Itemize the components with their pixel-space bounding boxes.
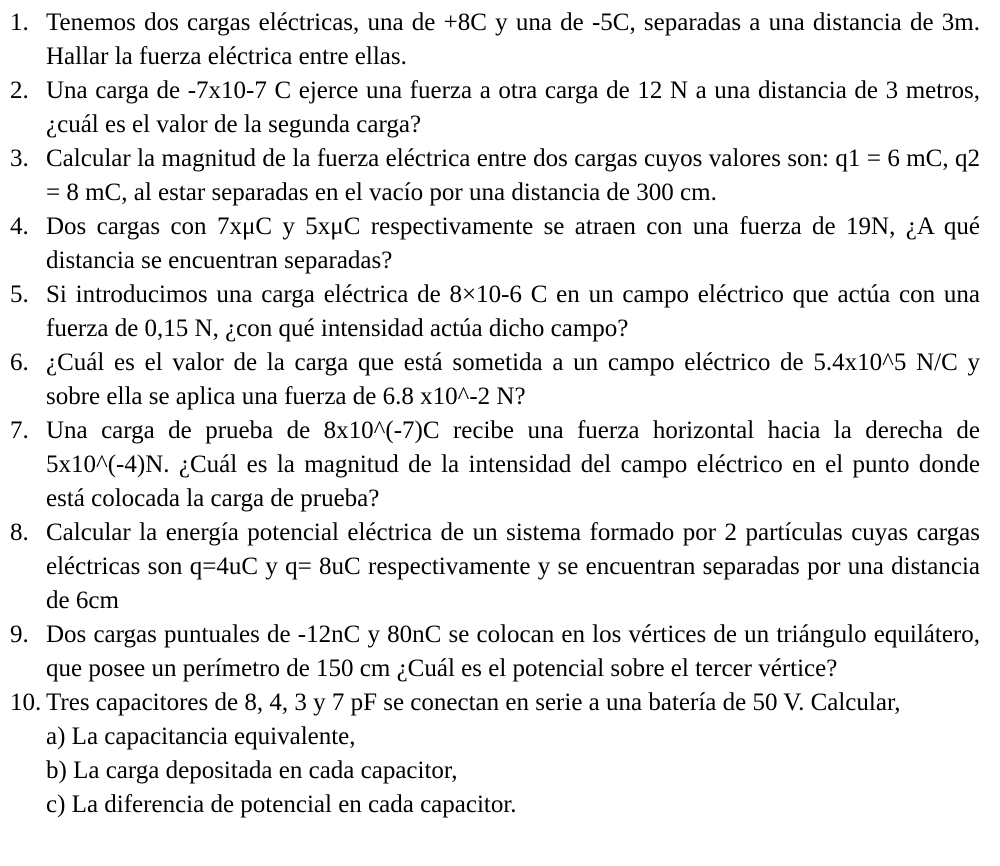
problem-number: 8. [10,519,29,546]
problem-number: 9. [10,621,29,648]
problem-10 [10,686,980,720]
problem-text: Dos cargas puntuales de -12nC y 80nC se colocan en los vértices de un triángulo equilátero, que posee un perímetro de 150 cm ¿Cuál es el potencial sobre el tercer vértice? [46,621,980,682]
problem-text: Una carga de -7x10-7 C ejerce una fuerza a otra carga de 12 N a una distancia de 3 metros, ¿cuál es el valor de la segunda carga? [46,77,980,138]
sub-question-list [10,720,980,822]
problem-8 [10,516,980,618]
problem-text: Tenemos dos cargas eléctricas, una de +8C y una de -5C, separadas a una distancia de 3m. Hallar la fuerza eléctrica entre ellas. [46,9,980,70]
sub-question-c: c) La diferencia de potencial en cada capacitor. [46,791,517,818]
problem-2 [10,74,980,142]
problem-number: 5. [10,281,29,308]
problem-number: 6. [10,349,29,376]
problem-number: 2. [10,77,29,104]
sub-question-a: a) La capacitancia equivalente, [46,723,356,750]
problem-4 [10,210,980,278]
problem-number: 3. [10,145,29,172]
problem-number: 7. [10,417,29,444]
problem-number: 1. [10,9,29,36]
problem-6 [10,346,980,414]
problem-number: 10. [10,689,42,716]
problem-text: ¿Cuál es el valor de la carga que está sometida a un campo eléctrico de 5.4x10^5 N/C y sobre ella se aplica una fuerza de 6.8 x10^-2 N? [46,349,980,410]
problem-1 [10,6,980,74]
problem-5 [10,278,980,346]
problem-text: Calcular la magnitud de la fuerza eléctrica entre dos cargas cuyos valores son: q1 = 6 mC, q2 = 8 mC, al estar separadas en el vacío por una distancia de 300 cm. [46,145,980,206]
problem-3 [10,142,980,210]
problem-9 [10,618,980,686]
problem-text: Calcular la energía potencial eléctrica de un sistema formado por 2 partículas cuyas cargas eléctricas son q=4uC y q= 8uC respectivamente y se encuentran separadas por una distancia de 6cm [46,519,980,614]
problem-text: Dos cargas con 7xμC y 5xμC respectivamente se atraen con una fuerza de 19N, ¿A qué distancia se encuentran separadas? [46,213,980,274]
problem-7 [10,414,980,516]
problem-text: Tres capacitores de 8, 4, 3 y 7 pF se conectan en serie a una batería de 50 V. Calcular, [46,689,901,716]
problem-text: Una carga de prueba de 8x10^(-7)C recibe una fuerza horizontal hacia la derecha de 5x10^(-4)N. ¿Cuál es la magnitud de la intensidad del campo eléctrico en el punto donde está colocada la carga de prueba? [46,417,980,512]
sub-question-b: b) La carga depositada en cada capacitor, [46,757,458,784]
problem-text: Si introducimos una carga eléctrica de 8×10-6 C en un campo eléctrico que actúa con una fuerza de 0,15 N, ¿con qué intensidad actúa dicho campo? [46,281,980,342]
problem-number: 4. [10,213,29,240]
